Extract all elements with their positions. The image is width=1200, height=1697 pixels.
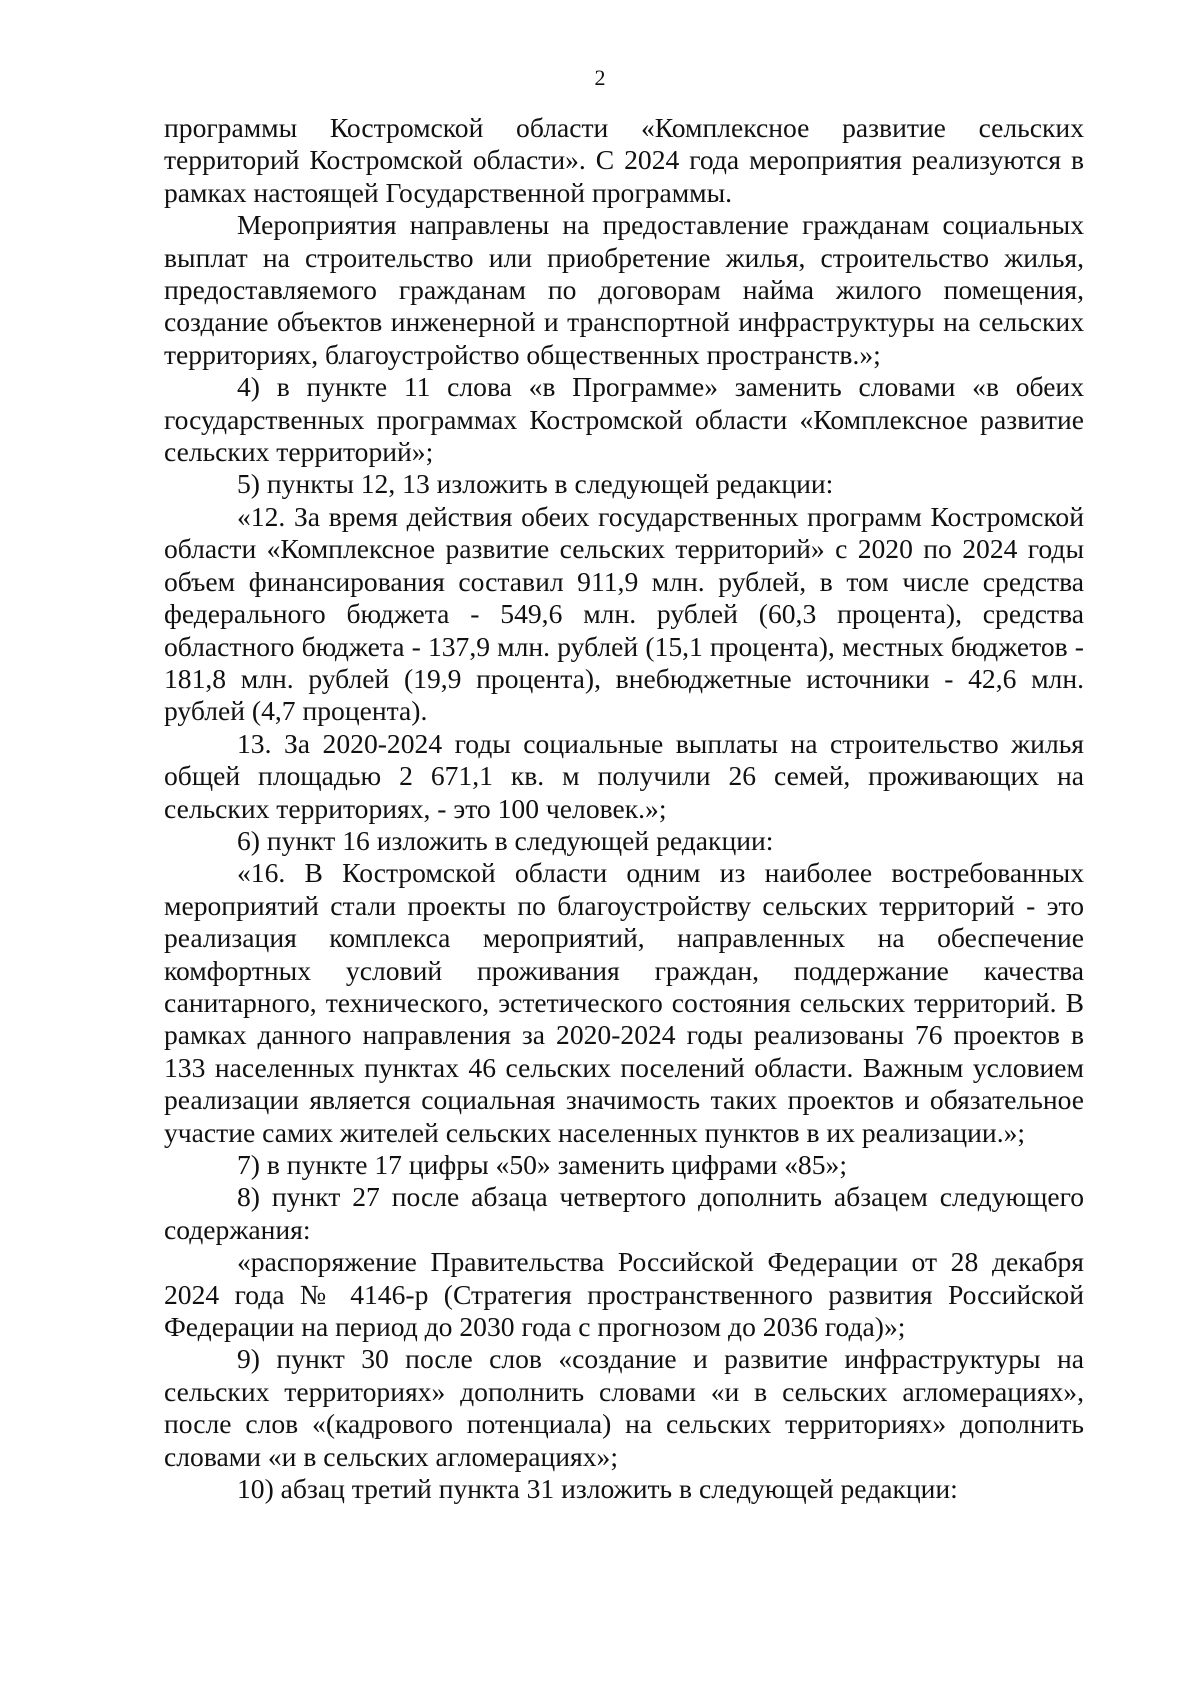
paragraph-point-12: «12. За время действия обеих государственных программ Костромской области «Комплексное развитие сельских территорий» с 2020 по 2024 годы объем финансирования составил 911,9 млн. рублей, в том числе средства федерального бюджета - 549,6 млн. рублей (60,3 процента), средства областного бюджета - 137,9 млн. рублей (15,1 процента), местных бюджетов - 181,8 млн. рублей (19,9 процента), внебюджетные источники - 42,6 млн. рублей (4,7 процента). <box>164 500 1084 727</box>
paragraph-item-10: 10) абзац третий пункта 31 изложить в следующей редакции: <box>237 1473 958 1505</box>
paragraph-item-5: 5) пункты 12, 13 изложить в следующей редакции: <box>237 468 834 500</box>
paragraph-item-8: 8) пункт 27 после абзаца четвертого дополнить абзацем следующего содержания: <box>164 1181 1084 1245</box>
paragraph-item-7: 7) в пункте 17 цифры «50» заменить цифрами «85»; <box>237 1149 847 1180</box>
paragraph-item-4: 4) в пункте 11 слова «в Программе» заменить словами «в обеих государственных программах Костромской области «Комплексное развитие сельских территорий»; <box>164 371 1084 468</box>
document-body <box>164 112 1084 1505</box>
paragraph-item-6: 6) пункт 16 изложить в следующей редакции: <box>237 824 774 856</box>
paragraph-program-continuation: программы Костромской области «Комплексное развитие сельских территорий Костромской области». С 2024 года мероприятия реализуются в рамках настоящей Государственной программы. <box>164 112 1084 208</box>
paragraph-item-9: 9) пункт 30 после слов «создание и развитие инфраструктуры на сельских территориях» дополнить словами «и в сельских агломерациях», после слов «(кадрового потенциала) на сельских территориях» дополнить словами «и в сельских агломерациях»; <box>164 1343 1084 1472</box>
paragraph-point-13: 13. За 2020-2024 годы социальные выплаты на строительство жилья общей площадью 2 671,1 кв. м получили 26 семей, проживающих на сельских территориях, - это 100 человек.»; <box>164 727 1084 824</box>
page-number: 2 <box>594 65 606 90</box>
paragraph-measures-directed: Мероприятия направлены на предоставление гражданам социальных выплат на строительство или приобретение жилья, строительство жилья, предоставляемого гражданам по договорам найма жилого помещения, создание объектов инженерной и транспортной инфраструктуры на сельских территориях, благоустройство общественных пространств.»; <box>164 209 1084 370</box>
paragraph-government-order: «распоряжение Правительства Российской Федерации от 28 декабря 2024 года № 4146-р (Стратегия пространственного развития Российской Федерации на период до 2030 года с прогнозом до 2036 года)»; <box>164 1246 1084 1343</box>
paragraph-point-16: «16. В Костромской области одним из наиболее востребованных мероприятий стали проекты по благоустройству сельских территорий - это реализация комплекса мероприятий, направленных на обеспечение комфортных условий проживания граждан, поддержание качества санитарного, технического, эстетического состояния сельских территорий. В рамках данного направления за 2020-2024 годы реализованы 76 проектов в 133 населенных пунктах 46 сельских поселений области. Важным условием реализации является социальная значимость таких проектов и обязательное участие самих жителей сельских населенных пунктов в их реализации.»; <box>164 857 1084 1148</box>
